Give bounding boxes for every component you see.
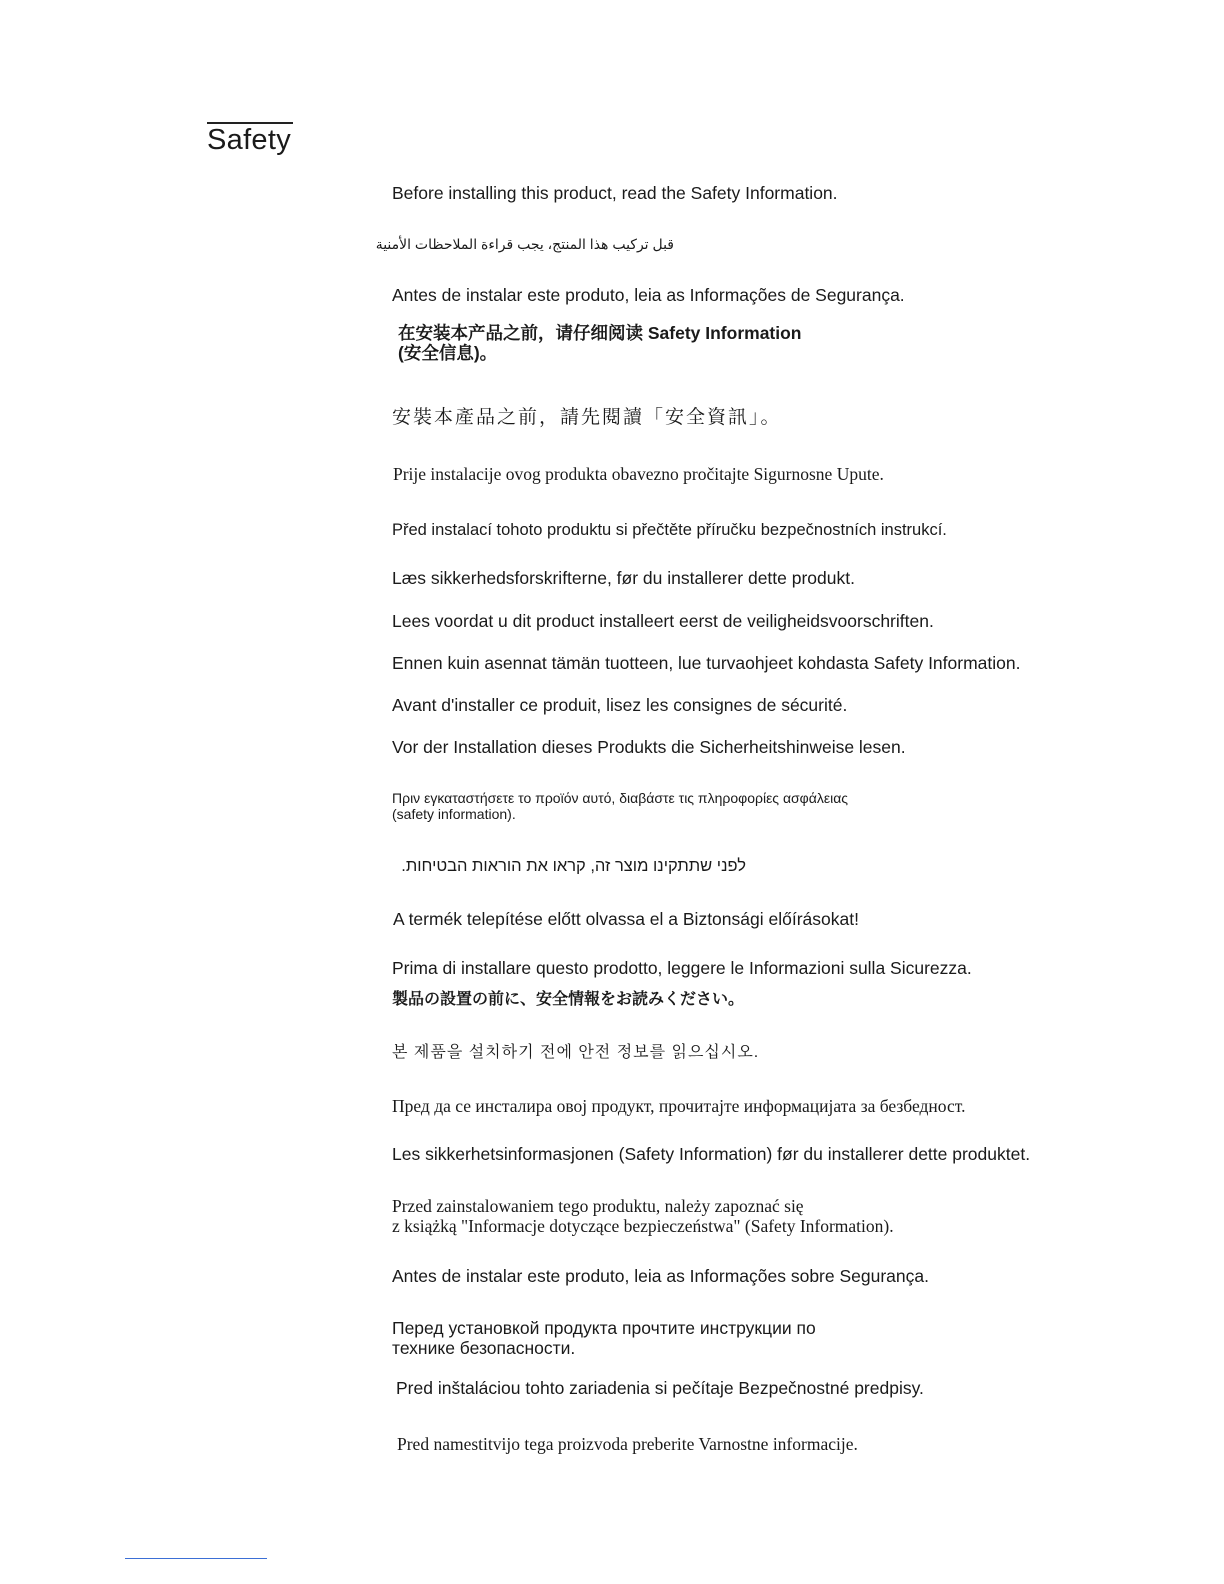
page-title: Safety bbox=[207, 124, 292, 156]
statement-japanese: 製品の設置の前に、安全情報をお読みください。 bbox=[392, 991, 745, 1008]
statement-portuguese: Antes de instalar este produto, leia as Informações sobre Segurança. bbox=[392, 1266, 929, 1286]
statement-slovak: Pred inštaláciou tohto zariadenia si pečítaje Bezpečnostné predpisy. bbox=[396, 1378, 924, 1398]
statement-hungarian: A termék telepítése előtt olvassa el a Biztonsági előírásokat! bbox=[393, 909, 859, 929]
statement-hebrew: לפני שתתקינו מוצר זה, קראו את הוראות הבטיחות. bbox=[401, 857, 746, 875]
statement-czech: Před instalací tohoto produktu si přečtěte příručku bezpečnostních instrukcí. bbox=[392, 521, 947, 539]
statement-chinese-traditional: 安裝本產品之前，請先閱讀「安全資訊」。 bbox=[392, 406, 782, 428]
statement-greek: Πριν εγκαταστήσετε το προϊόν αυτό, διαβάστε τις πληροφορίες ασφάλειας (safety information). bbox=[392, 790, 849, 822]
footer-rule bbox=[125, 1558, 267, 1559]
statement-portuguese-br: Antes de instalar este produto, leia as Informações de Segurança. bbox=[392, 285, 905, 305]
statement-danish: Læs sikkerhedsforskrifterne, før du installerer dette produkt. bbox=[392, 568, 855, 588]
statement-dutch: Lees voordat u dit product installeert eerst de veiligheidsvoorschriften. bbox=[392, 611, 934, 631]
statement-macedonian: Пред да се инсталира овој продукт, прочитајте информацијата за безбедност. bbox=[392, 1096, 966, 1116]
statement-german: Vor der Installation dieses Produkts die Sicherheitshinweise lesen. bbox=[392, 737, 906, 757]
statement-english: Before installing this product, read the Safety Information. bbox=[392, 183, 838, 203]
statement-french: Avant d'installer ce produit, lisez les consignes de sécurité. bbox=[392, 695, 848, 715]
statement-arabic: قبل تركيب هذا المنتج، يجب قراءة الملاحظات الأمنية bbox=[375, 236, 674, 252]
statement-croatian: Prije instalacije ovog produkta obavezno pročitajte Sigurnosne Upute. bbox=[393, 464, 884, 484]
statement-norwegian: Les sikkerhetsinformasjonen (Safety Information) før du installerer dette produktet. bbox=[392, 1144, 1031, 1164]
statement-italian: Prima di installare questo prodotto, leggere le Informazioni sulla Sicurezza. bbox=[392, 958, 972, 978]
statement-chinese-simplified: 在安装本产品之前，请仔细阅读 Safety Information (安全信息)。 bbox=[398, 323, 802, 363]
statement-korean: 본 제품을 설치하기 전에 안전 정보를 읽으십시오. bbox=[392, 1044, 760, 1061]
statement-polish: Przed zainstalowaniem tego produktu, należy zapoznać się z książką "Informacje dotyczące bezpieczeństwa" (Safety Information). bbox=[392, 1196, 894, 1236]
statement-finnish: Ennen kuin asennat tämän tuotteen, lue turvaohjeet kohdasta Safety Information. bbox=[392, 653, 1021, 673]
statement-slovenian: Pred namestitvijo tega proizvoda preberite Varnostne informacije. bbox=[397, 1434, 858, 1454]
statement-russian: Перед установкой продукта прочтите инструкции по технике безопасности. bbox=[392, 1318, 816, 1358]
